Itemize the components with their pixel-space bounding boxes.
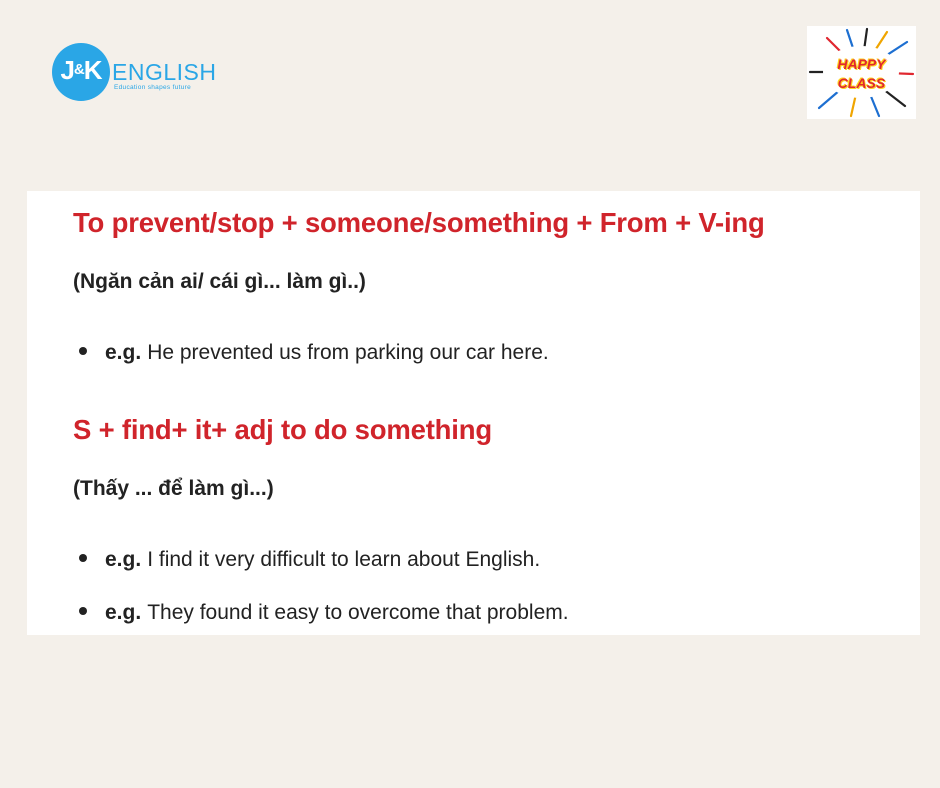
grammar-card [27,191,920,635]
brand-logo [52,43,222,101]
example-item: e.g. He prevented us from parking our car here. [79,341,549,365]
logo-mark: J&K [60,55,102,85]
happy-class-badge [807,26,916,119]
logo-tagline: Education shapes future [114,84,192,91]
badge-line-1: HAPPY [837,56,886,72]
section-2-meaning: (Thấy ... để làm gì...) [73,477,274,500]
logo-wordmark: ENGLISH [112,59,217,85]
example-item: e.g. They found it easy to overcome that problem. [79,601,569,625]
section-1-meaning: (Ngăn cản ai/ cái gì... làm gì..) [73,270,366,293]
bullet-icon [79,554,87,562]
bullet-icon [79,347,87,355]
badge-line-2: CLASS [837,75,886,91]
example-item: e.g. I find it very difficult to learn about English. [79,548,540,572]
section-2-heading: S + find+ it+ adj to do something [73,414,492,445]
bullet-icon [79,607,87,615]
section-1-heading: To prevent/stop + someone/something + From + V-ing [73,207,765,238]
confetti-burst-icon [807,26,916,119]
